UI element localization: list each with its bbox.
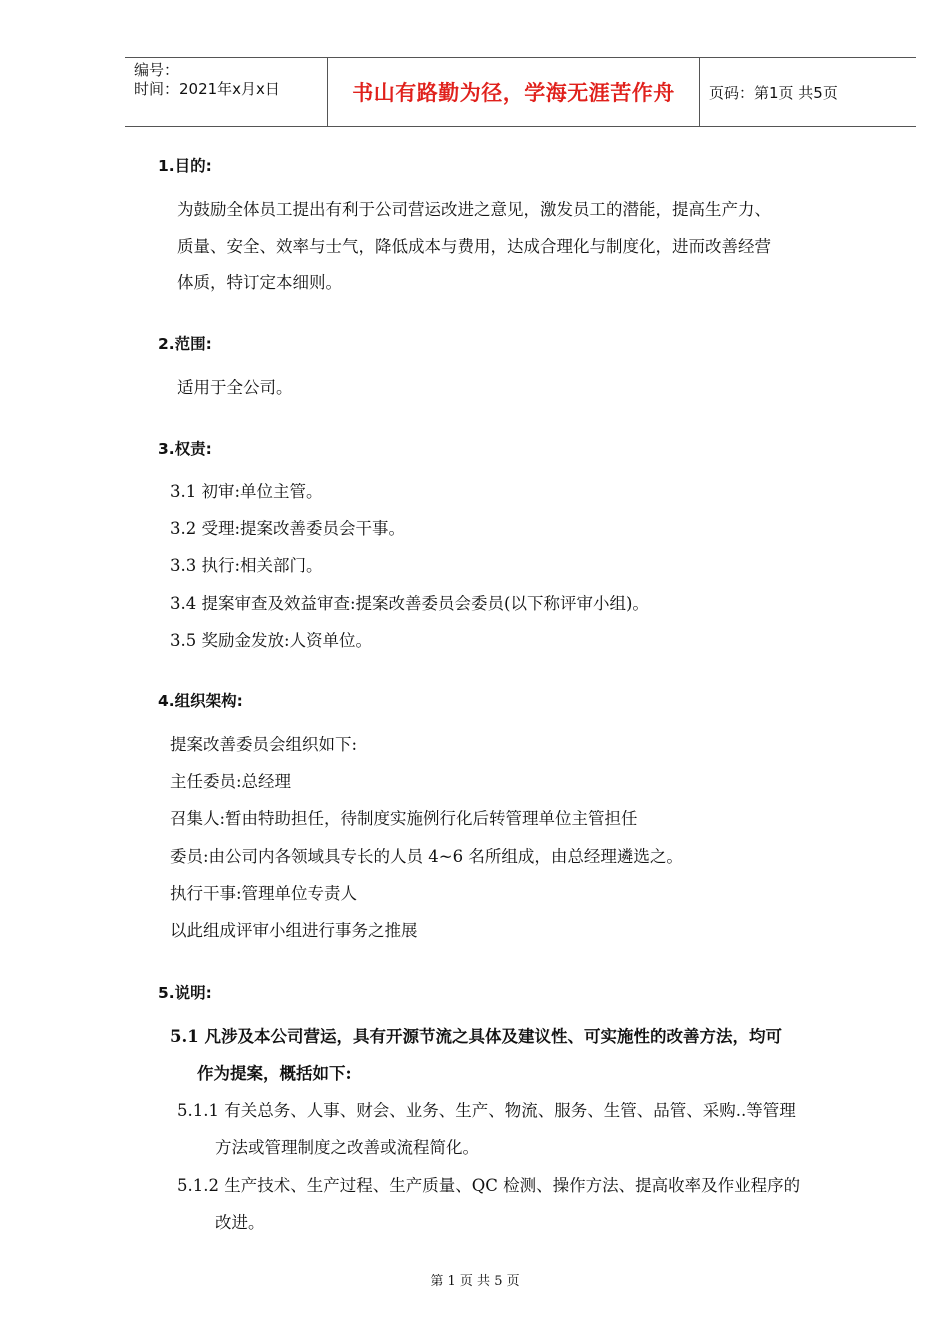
clause-5-1-1-line-1: 5.1.1 有关总务、人事、财会、业务、生产、物流、服务、生管、品管、采购..等管理 bbox=[177, 1101, 796, 1120]
page-header bbox=[125, 57, 916, 127]
document-time-label: 时间：2021年x月x日 bbox=[134, 80, 280, 98]
section-3-item-1: 3.1 初审:单位主管。 bbox=[170, 482, 323, 501]
section-2-line-1: 适用于全公司。 bbox=[177, 378, 293, 397]
header-page-info: 页码：第1页 共5页 bbox=[709, 83, 838, 102]
section-5-title: 5.说明: bbox=[158, 984, 212, 1002]
section-4-item-5: 执行干事:管理单位专责人 bbox=[170, 884, 358, 903]
section-4-item-4: 委员:由公司内各领域具专长的人员 4~6 名所组成，由总经理遴选之。 bbox=[170, 847, 683, 866]
clause-5-1-2-line-2: 改进。 bbox=[215, 1213, 265, 1232]
page-footer: 第 1 页 共 5 页 bbox=[430, 1274, 520, 1289]
clause-5-1-2-line-1: 5.1.2 生产技术、生产过程、生产质量、QC 检测、操作方法、提高收率及作业程序的 bbox=[177, 1176, 801, 1195]
section-4-item-3: 召集人:暂由特助担任，待制度实施例行化后转管理单位主管担任 bbox=[170, 809, 638, 828]
clause-5-1-1-line-2: 方法或管理制度之改善或流程简化。 bbox=[215, 1138, 479, 1157]
header-meta bbox=[125, 58, 327, 126]
section-1-line-2: 质量、安全、效率与士气，降低成本与费用，达成合理化与制度化，进而改善经营 bbox=[177, 237, 771, 256]
section-3-item-5: 3.5 奖励金发放:人资单位。 bbox=[170, 631, 373, 650]
section-3-item-3: 3.3 执行:相关部门。 bbox=[170, 556, 323, 575]
section-1-line-3: 体质，特订定本细则。 bbox=[177, 273, 342, 292]
section-1-title: 1.目的: bbox=[158, 157, 212, 175]
section-2-title: 2.范围: bbox=[158, 335, 212, 353]
document-number-label: 编号： bbox=[134, 61, 180, 79]
section-4-item-1: 提案改善委员会组织如下: bbox=[170, 735, 358, 754]
section-4-item-2: 主任委员:总经理 bbox=[170, 772, 292, 791]
section-3-title: 3.权责: bbox=[158, 440, 212, 458]
section-3-item-4: 3.4 提案审查及效益审查:提案改善委员会委员(以下称评审小组)。 bbox=[170, 594, 649, 613]
section-4-title: 4.组织架构: bbox=[158, 692, 243, 710]
header-motto: 书山有路勤为径，学海无涯苦作舟 bbox=[327, 58, 700, 126]
clause-5-1-line-2: 作为提案，概括如下: bbox=[197, 1064, 352, 1083]
section-3-item-2: 3.2 受理:提案改善委员会干事。 bbox=[170, 519, 406, 538]
section-1-line-1: 为鼓励全体员工提出有利于公司营运改进之意见，激发员工的潜能，提高生产力、 bbox=[177, 200, 771, 219]
section-4-item-6: 以此组成评审小组进行事务之推展 bbox=[170, 921, 418, 940]
clause-5-1-line-1: 5.1 凡涉及本公司营运，具有开源节流之具体及建议性、可实施性的改善方法，均可 bbox=[170, 1027, 782, 1046]
